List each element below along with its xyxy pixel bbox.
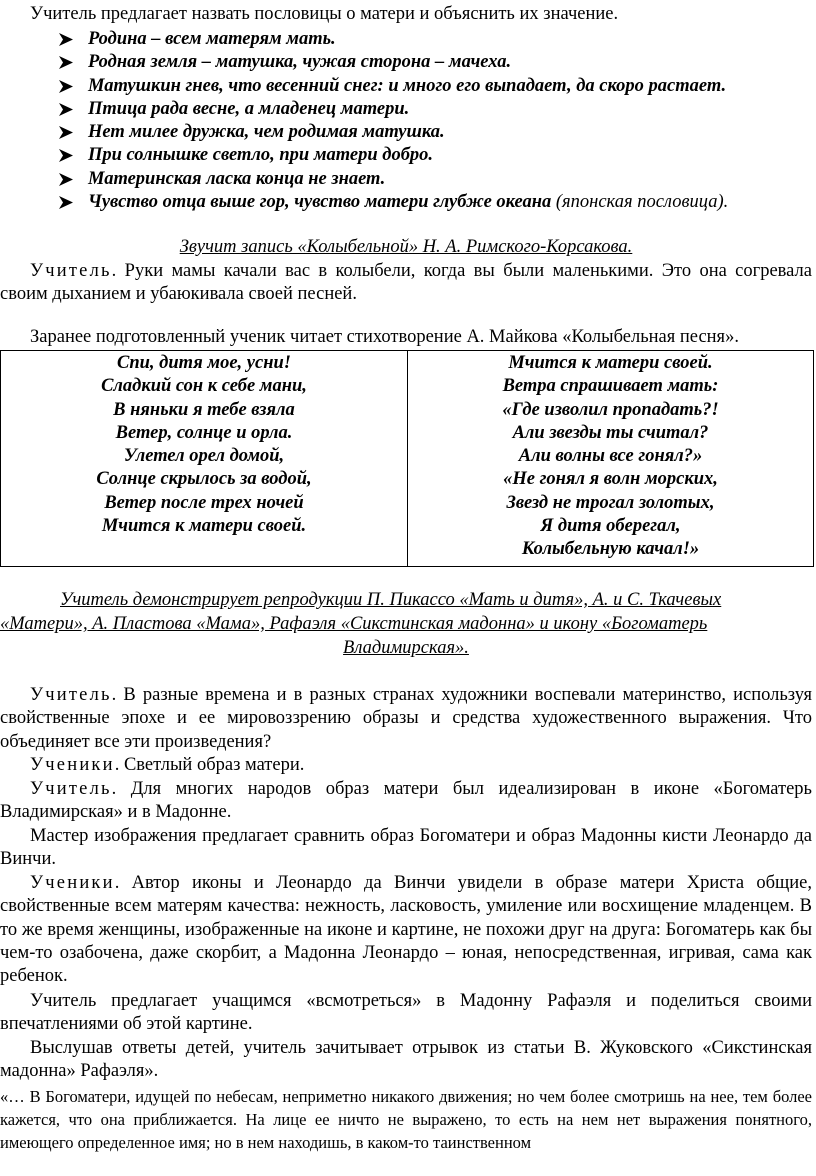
poem-line: Я дитя оберегал, xyxy=(540,516,681,537)
quote-text: «… В Богоматери, идущей по небесам, неприметно никакого движения; но чем более смотришь на нее, тем более кажется, что она приближается. На лице ее ничто не выражено, то есть на нем нет выражения понятного, имеющего определенное имя; но в нем находишь, в каком-то таинственном xyxy=(0,1087,812,1152)
reproductions-line xyxy=(0,637,812,660)
poem-line: Али звезды ты считал? xyxy=(512,422,709,443)
list-item xyxy=(56,51,812,74)
speaker-label: Ученики xyxy=(30,755,115,775)
proverb-text: Материнская ласка конца не знает. xyxy=(88,168,386,189)
proverb-text: Чувство отца выше гор, чувство матери глубже океана xyxy=(88,192,552,213)
arrow-bullet-icon xyxy=(58,172,74,187)
intro-text: Учитель предлагает назвать пословицы о матери и объяснить их значение. xyxy=(30,4,619,24)
proverb-text: Родная земля – матушка, чужая сторона – мачеха. xyxy=(88,52,512,73)
poem-column-right xyxy=(408,351,813,566)
paragraph-bright xyxy=(0,754,812,777)
proverb-text: При солнышке светло, при матери добро. xyxy=(88,145,434,166)
proverb-note: (японская пословица). xyxy=(551,192,729,213)
poem-line: Солнце скрылось за водой, xyxy=(96,469,312,490)
poem-line: Мчится к матери своей. xyxy=(508,353,713,373)
poem-line: Ветер после трех ночей xyxy=(104,492,304,513)
speaker-label: Ученики xyxy=(30,873,115,893)
speaker-label: Учитель xyxy=(30,779,112,799)
poem-line: Ветра спрашивает мать: xyxy=(502,376,719,397)
paragraph-text: . Для многих народов образ матери был идеализирован в иконе «Богоматерь Владимирская» и в Мадонне. xyxy=(0,779,812,823)
poem-line: «Где изволил пропадать?! xyxy=(502,399,719,420)
poem-line: Ветер, солнце и орла. xyxy=(115,422,293,443)
lullaby-heading: Звучит запись «Колыбельной» Н. А. Римского-Корсакова. xyxy=(179,237,633,257)
poem-line: В няньки я тебе взяла xyxy=(113,399,295,420)
list-item xyxy=(56,168,812,191)
list-item xyxy=(56,75,812,98)
paragraph-icon xyxy=(0,872,812,988)
arrow-bullet-icon xyxy=(58,148,74,163)
reproductions-text: Владимирская». xyxy=(343,638,469,658)
proverb-text: Нет милее дружка, чем родимая матушка. xyxy=(88,122,445,143)
list-item xyxy=(56,98,812,121)
proverb-text: Матушкин гнев, что весенний снег: и много его выпадает, да скоро растает. xyxy=(88,75,727,96)
paragraph-prepared: Заранее подготовленный ученик читает стихотворение А. Майкова «Колыбельная песня». xyxy=(30,327,739,347)
arrow-bullet-icon xyxy=(58,195,74,210)
poem-line: Звезд не трогал золотых, xyxy=(506,492,715,513)
reproductions-line xyxy=(0,613,812,636)
list-item xyxy=(56,191,812,214)
arrow-bullet-icon xyxy=(58,55,74,70)
paragraph-artists xyxy=(0,684,812,754)
list-item xyxy=(56,28,812,51)
poem-line: Али волны все гонял?» xyxy=(518,446,703,467)
poem-line: Улетел орел домой, xyxy=(123,446,285,467)
proverb-text: Птица рада весне, а младенец матери. xyxy=(88,98,410,119)
paragraph-ideal xyxy=(0,778,812,825)
proverb-text: Родина – всем матерям мать. xyxy=(88,29,336,49)
poem-column-left xyxy=(1,351,408,566)
poem-line: «Не гонял я волн морских, xyxy=(503,469,718,490)
list-item xyxy=(56,121,812,144)
reproductions-line xyxy=(60,589,812,612)
lullaby-heading-row xyxy=(0,236,812,259)
reproductions-text: «Матери», А. Пластова «Мама», Рафаэля «Сикстинская мадонна» и икону «Богоматерь xyxy=(0,614,708,634)
paragraph-raphael: Учитель предлагает учащимся «всмотреться» в Мадонну Рафаэля и поделиться своими впечатлениями об этой картине. xyxy=(0,991,812,1035)
reproductions-text: Учитель демонстрирует репродукции П. Пикассо «Мать и дитя», А. и С. Ткачевых xyxy=(60,590,722,610)
paragraph-text: . Светлый образ матери. xyxy=(114,755,305,775)
paragraph-text: . В разные времена и в разных странах художники воспевали материнство, используя свойственные эпохе и ее мировоззрению образы и средства художественного выражения. Что объединяет все эти произведения? xyxy=(0,685,812,752)
paragraph-text: . Автор иконы и Леонардо да Винчи увидели в образе матери Христа общие, свойственные всем матерям качества: нежность, ласковость, умиление или восхищение младенцем. В то же время женщины, изображенные на иконе и картине, не похожи друг на друга: Богоматерь как бы чем-то озабочена, даже скорбит, а Мадонна Леонардо – юная, непосредственная, игривая, сама как ребенок. xyxy=(0,873,812,987)
arrow-bullet-icon xyxy=(58,102,74,117)
poem-line: Мчится к матери своей. xyxy=(101,516,307,537)
paragraph-hands xyxy=(0,260,812,307)
poem-table xyxy=(0,350,814,567)
arrow-bullet-icon xyxy=(58,125,74,140)
arrow-bullet-icon xyxy=(58,79,74,94)
poem-line: Сладкий сон к себе мани, xyxy=(101,376,307,397)
paragraph-zhukovsky: Выслушав ответы детей, учитель зачитывает отрывок из статьи В. Жуковского «Сикстинская мадонна» Рафаэля». xyxy=(0,1038,812,1082)
paragraph-master: Мастер изображения предлагает сравнить образ Богоматери и образ Мадонны кисти Леонардо да Винчи. xyxy=(0,826,812,870)
proverb-list xyxy=(56,28,812,214)
poem-line: Колыбельную качал!» xyxy=(521,539,700,560)
paragraph-text: . Руки мамы качали вас в колыбели, когда вы были маленькими. Это она согревала своим дыханием и убаюкивала своей песней. xyxy=(0,261,812,305)
speaker-label: Учитель xyxy=(30,685,112,705)
speaker-label: Учитель xyxy=(30,261,112,281)
poem-line: Спи, дитя мое, усни! xyxy=(117,353,291,373)
arrow-bullet-icon xyxy=(58,32,74,47)
list-item xyxy=(56,144,812,167)
